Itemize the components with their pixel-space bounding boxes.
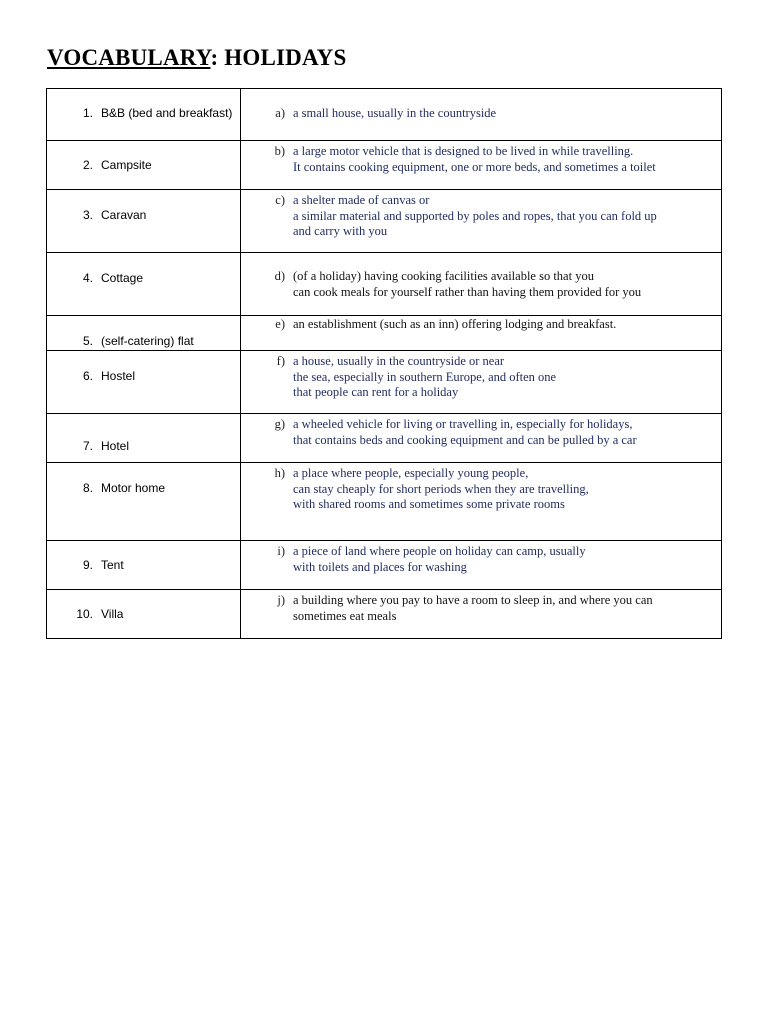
definition-cell (241, 89, 722, 141)
term-cell (47, 351, 241, 414)
title-holidays: : HOLIDAYS (210, 45, 347, 70)
term-text: Villa (101, 606, 124, 621)
definition-line: a shelter made of canvas or (293, 193, 430, 207)
definition-cell (241, 463, 722, 541)
term-text: Motor home (101, 480, 166, 495)
definition-line: with shared rooms and sometimes some private rooms (293, 497, 565, 511)
term-cell (47, 253, 241, 316)
table-row (47, 463, 722, 541)
definition-cell (241, 253, 722, 316)
term-number: 8. (82, 480, 93, 495)
term-number: 10. (76, 606, 93, 621)
definition-line: a place where people, especially young people, (293, 466, 529, 480)
definition-cell (241, 190, 722, 253)
term-number: 7. (82, 439, 93, 453)
term-number: 9. (82, 557, 93, 572)
table-row (47, 89, 722, 141)
definition-letter: h) (274, 466, 285, 480)
term-text: Cottage (101, 270, 144, 285)
term-cell (47, 541, 241, 590)
definition-letter: a) (275, 106, 285, 120)
table-row (47, 351, 722, 414)
term-text: Hotel (101, 439, 130, 453)
definition-letter: e) (275, 317, 285, 331)
term-number: 6. (82, 368, 93, 383)
definition-line: a piece of land where people on holiday can camp, usually (293, 544, 586, 558)
definition-line: the sea, especially in southern Europe, and often one (293, 369, 557, 384)
definition-cell (241, 351, 722, 414)
term-text: Campsite (101, 157, 152, 172)
term-number: 3. (82, 207, 93, 222)
term-number: 5. (82, 334, 93, 348)
definition-line: a wheeled vehicle for living or travelling in, especially for holidays, (293, 417, 633, 431)
definition-line: and carry with you (293, 224, 388, 238)
definition-line: a building where you pay to have a room to sleep in, and where you can (293, 593, 653, 607)
term-number: 2. (82, 157, 93, 172)
definition-line: sometimes eat meals (293, 608, 397, 623)
definition-letter: g) (274, 417, 285, 431)
definition-line: a large motor vehicle that is designed to be lived in while travelling. (293, 144, 634, 158)
term-cell (47, 463, 241, 541)
definition-line: a similar material and supported by poles and ropes, that you can fold up (293, 208, 657, 223)
page-title (47, 44, 346, 72)
term-number: 4. (82, 270, 93, 285)
table-row (47, 316, 722, 351)
definition-cell (241, 590, 722, 639)
title-vocabulary: VOCABULARY (47, 45, 211, 70)
term-cell (47, 141, 241, 190)
table-row (47, 414, 722, 463)
term-cell (47, 590, 241, 639)
vocabulary-table (46, 88, 722, 639)
definition-letter: d) (274, 269, 285, 283)
term-cell (47, 316, 241, 351)
definition-letter: c) (275, 193, 285, 207)
term-number: 1. (82, 106, 93, 120)
definition-line: can cook meals for yourself rather than having them provided for you (293, 284, 642, 299)
definition-letter: b) (274, 144, 285, 158)
term-cell (47, 190, 241, 253)
table-row (47, 253, 722, 316)
definition-line: that people can rent for a holiday (293, 385, 459, 399)
term-cell (47, 89, 241, 141)
definition-line: that contains beds and cooking equipment and can be pulled by a car (293, 432, 637, 447)
definition-line: can stay cheaply for short periods when they are travelling, (293, 481, 589, 496)
definition-line: with toilets and places for washing (293, 559, 467, 574)
table-row (47, 590, 722, 639)
definition-cell (241, 141, 722, 190)
term-text: B&B (bed and breakfast) (101, 106, 233, 120)
definition-line: an establishment (such as an inn) offering lodging and breakfast. (293, 317, 617, 331)
table-row (47, 190, 722, 253)
definition-cell (241, 541, 722, 590)
definition-letter: j) (277, 593, 285, 607)
definition-letter: f) (276, 354, 285, 368)
term-text: (self-catering) flat (101, 334, 194, 348)
definition-cell (241, 316, 722, 351)
term-text: Caravan (101, 207, 147, 222)
definition-line: a small house, usually in the countryside (293, 106, 497, 120)
definition-line: a house, usually in the countryside or near (293, 354, 505, 368)
definition-cell (241, 414, 722, 463)
definition-letter: i) (277, 544, 285, 558)
term-cell (47, 414, 241, 463)
definition-line: (of a holiday) having cooking facilities available so that you (293, 269, 594, 283)
term-text: Hostel (101, 368, 136, 383)
definition-line: It contains cooking equipment, one or more beds, and sometimes a toilet (293, 159, 656, 174)
table-row (47, 141, 722, 190)
table-row (47, 541, 722, 590)
term-text: Tent (101, 557, 124, 572)
